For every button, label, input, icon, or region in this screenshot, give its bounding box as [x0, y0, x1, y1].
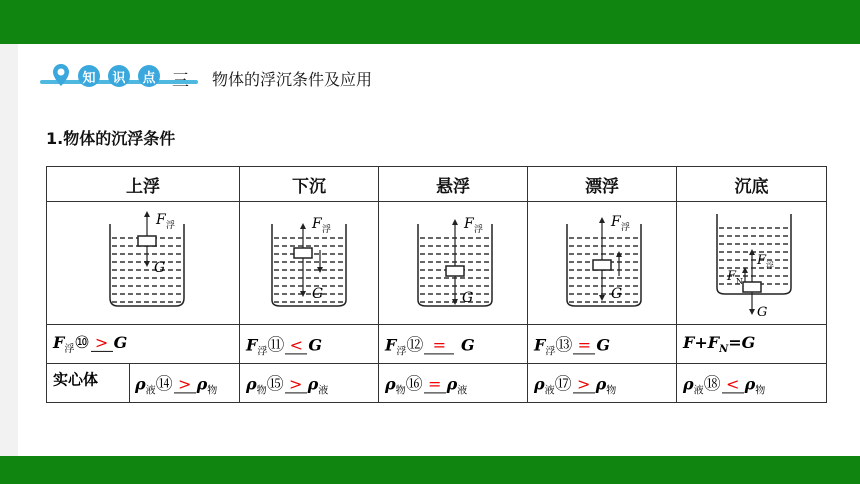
diagram-row: [47, 202, 827, 325]
beaker-suspend-diagram: [388, 202, 518, 320]
force-cell-suspend: $F_浮⑫ = G$: [379, 325, 528, 364]
density-condition-row: [47, 364, 827, 403]
header-suspend: 悬浮: [379, 167, 528, 202]
svg-text:浮: 浮: [322, 225, 332, 235]
answer-blank-10[interactable]: >: [91, 335, 113, 352]
answer-blank-13[interactable]: =: [573, 337, 595, 354]
force-cell-sink: $F_浮⑪ < G$: [240, 325, 379, 364]
svg-text:G: G: [154, 260, 166, 276]
svg-text:浮: 浮: [166, 221, 176, 231]
diagram-cell-bottom: [677, 202, 827, 325]
svg-text:F: F: [756, 253, 766, 268]
svg-text:G: G: [611, 286, 623, 302]
beaker-bottom-diagram: [687, 202, 817, 320]
section-title: 物体的浮沉条件及应用: [212, 70, 373, 89]
svg-text:F: F: [156, 212, 166, 228]
location-pin-icon: [52, 63, 70, 87]
knowledge-badge-char-3: 点: [138, 65, 160, 87]
bottom-green-band: [0, 456, 860, 484]
svg-text:G: G: [756, 305, 767, 320]
svg-text:F: F: [726, 269, 736, 284]
diagram-cell-float: [528, 202, 677, 325]
diagram-cell-rise: [47, 202, 240, 325]
density-cell-float: $\rho_液⑰ > \rho_物$: [528, 364, 677, 403]
answer-blank-15[interactable]: >: [285, 376, 307, 393]
subsection-heading: 1.物体的沉浮条件: [46, 129, 176, 148]
svg-text:浮: 浮: [765, 261, 774, 270]
density-cell-suspend: $\rho_物⑯ = \rho_液$: [379, 364, 528, 403]
answer-blank-18[interactable]: <: [722, 376, 744, 393]
svg-text:浮: 浮: [474, 225, 484, 235]
force-condition-row: [47, 325, 827, 364]
svg-text:G: G: [312, 286, 324, 302]
header-rise: 上浮: [47, 167, 240, 202]
knowledge-badge-char-2: 识: [108, 65, 130, 87]
answer-blank-14[interactable]: >: [174, 376, 196, 393]
diagram-cell-suspend: [379, 202, 528, 325]
beaker-sink-diagram: [244, 202, 374, 320]
density-cell-rise: 实心体 $\rho_液⑭ > \rho_物$: [47, 364, 240, 403]
table-header-row: [47, 167, 827, 202]
solid-body-label: 实心体: [53, 370, 99, 389]
knowledge-point-number: 三: [172, 71, 189, 91]
beaker-float-diagram: [537, 202, 667, 320]
svg-text:F: F: [312, 216, 322, 232]
svg-text:浮: 浮: [621, 223, 631, 233]
svg-text:N: N: [735, 277, 743, 286]
beaker-rise-diagram: [78, 202, 208, 320]
density-cell-sink: $\rho_物⑮ > \rho_液$: [240, 364, 379, 403]
force-cell-rise: $F_浮⑩ > G$: [47, 325, 240, 364]
svg-text:F: F: [464, 216, 474, 232]
floating-conditions-table: [46, 166, 827, 403]
density-cell-bottom: $\rho_液⑱ < \rho_物$: [677, 364, 827, 403]
header-bottom: 沉底: [677, 167, 827, 202]
answer-blank-12[interactable]: =: [424, 337, 454, 354]
force-cell-float: $F_浮⑬ = G$: [528, 325, 677, 364]
svg-text:F: F: [611, 214, 621, 230]
svg-text:G: G: [462, 290, 474, 306]
answer-blank-16[interactable]: =: [424, 376, 446, 393]
knowledge-badge-char-1: 知: [78, 65, 100, 87]
header-sink: 下沉: [240, 167, 379, 202]
answer-blank-17[interactable]: >: [573, 376, 595, 393]
answer-blank-11[interactable]: <: [285, 337, 307, 354]
header-float: 漂浮: [528, 167, 677, 202]
top-green-band: [0, 0, 860, 44]
force-cell-bottom: $F+F_N=G$: [677, 325, 827, 364]
diagram-cell-sink: [240, 202, 379, 325]
